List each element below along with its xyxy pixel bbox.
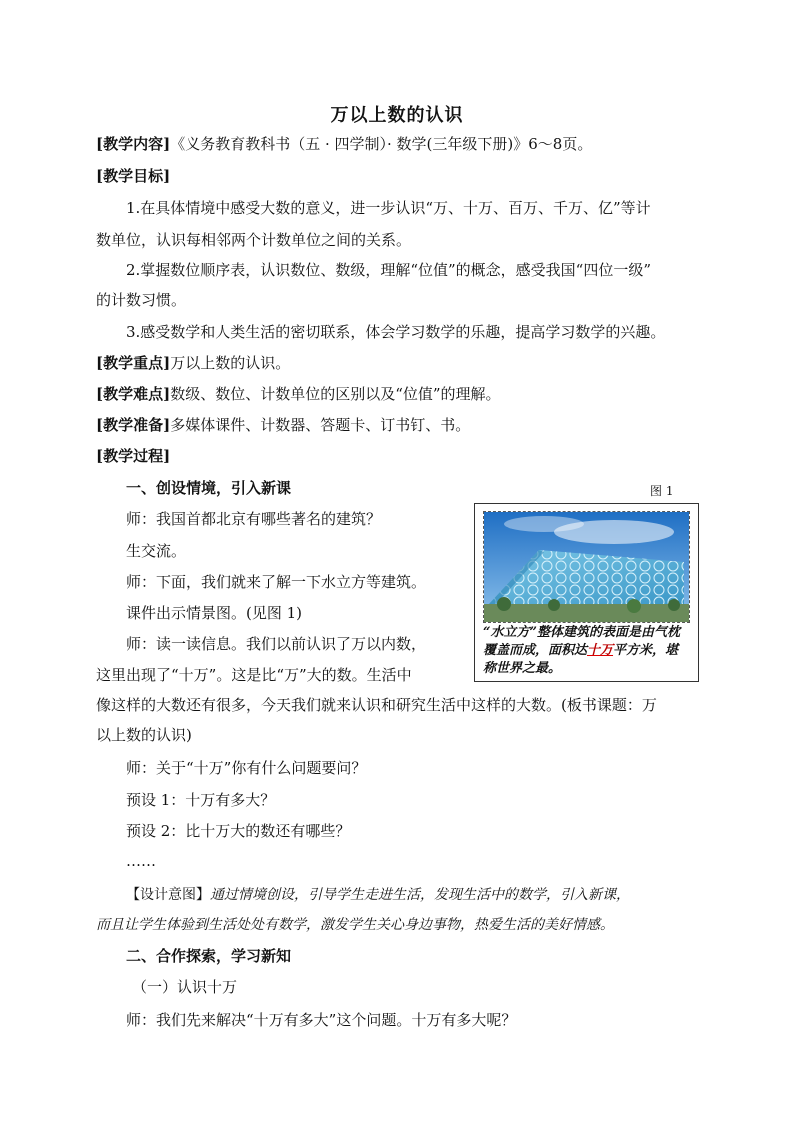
design-intent-line-2: 而且让学生体验到生活处处有数学，激发学生关心身边事物，热爱生活的美好情感。 — [96, 917, 614, 933]
design-intent-line-1 — [126, 884, 630, 906]
para-8: 师：关于“十万”你有什么问题要问？ — [126, 759, 367, 777]
subsection-1-heading: （一）认识十万 — [132, 978, 238, 996]
goal-3: 3.感受数学和人类生活的密切联系，体会学习数学的乐趣，提高学习数学的兴趣。 — [126, 323, 666, 341]
process-heading: [教学过程] — [96, 447, 171, 465]
para-2: 生交流。 — [126, 542, 187, 560]
para-3: 师：下面，我们就来了解一下水立方等建筑。 — [126, 573, 427, 591]
content-label: [教学内容] — [96, 135, 171, 153]
figure-caption — [483, 624, 691, 678]
para-7-line-1: 像这样的大数还有很多，今天我们就来认识和研究生活中这样的大数。(板书课题：万 — [96, 696, 657, 714]
water-cube-photo — [483, 511, 690, 623]
design-intent-label: 【设计意图】 — [126, 887, 210, 903]
para-12: 师：我们先来解决“十万有多大”这个问题。十万有多大呢？ — [126, 1011, 517, 1029]
para-5: 师：读一读信息。我们以前认识了万以内数， — [126, 635, 427, 653]
para-10: 预设 2：比十万大的数还有哪些？ — [126, 822, 351, 840]
difficulty-label: [教学难点] — [96, 385, 171, 403]
difficulty-line — [96, 383, 501, 405]
caption-text-a: “水立方”整体建筑的表面是由气枕覆盖而成，面积达 — [483, 625, 680, 658]
section-1-heading: 一、创设情境，引入新课 — [126, 479, 292, 497]
page-title: 万以上数的认识 — [330, 105, 464, 126]
design-intent-text-1: 通过情境创设，引导学生走进生活，发现生活中的数学，引入新课， — [210, 887, 630, 903]
figure-label: 图 1 — [650, 484, 674, 498]
key-point-text: 万以上数的认识。 — [170, 354, 291, 372]
para-ellipsis: …… — [126, 852, 156, 870]
section-2-heading: 二、合作探索，学习新知 — [126, 947, 292, 965]
key-point-line — [96, 352, 290, 374]
para-9: 预设 1：十万有多大？ — [126, 791, 276, 809]
key-point-label: [教学重点] — [96, 354, 171, 372]
content-line — [96, 133, 592, 155]
goals-heading: [教学目标] — [96, 167, 171, 185]
goal-1-line-2: 数单位，认识每相邻两个计数单位之间的关系。 — [96, 231, 412, 249]
para-4: 课件出示情景图。(见图 1) — [126, 604, 303, 622]
water-cube-illustration — [484, 512, 689, 622]
difficulty-text: 数级、数位、计数单位的区别以及“位值”的理解。 — [170, 385, 501, 403]
goal-2-line-1: 2.掌握数位顺序表，认识数位、数级，理解“位值”的概念，感受我国“四位一级” — [126, 261, 651, 279]
prep-text: 多媒体课件、计数器、答题卡、订书钉、书。 — [170, 416, 471, 434]
caption-underlined: 十万 — [587, 643, 614, 658]
para-1: 师：我国首都北京有哪些著名的建筑？ — [126, 510, 382, 528]
caption-text-b: 平方米，堪称世界之最。 — [483, 643, 679, 676]
prep-line — [96, 414, 470, 436]
para-6: 这里出现了“十万”。这是比“万”大的数。生活中 — [96, 666, 412, 684]
content-text: 《义务教育教科书（五 · 四学制）· 数学(三年级下册)》6～8页。 — [170, 135, 593, 153]
prep-label: [教学准备] — [96, 416, 171, 434]
goal-1-line-1: 1.在具体情境中感受大数的意义，进一步认识“万、十万、百万、千万、亿”等计 — [126, 199, 651, 217]
para-7-line-2: 以上数的认识) — [96, 726, 192, 744]
figure-1 — [474, 503, 699, 682]
goal-2-line-2: 的计数习惯。 — [96, 291, 187, 309]
